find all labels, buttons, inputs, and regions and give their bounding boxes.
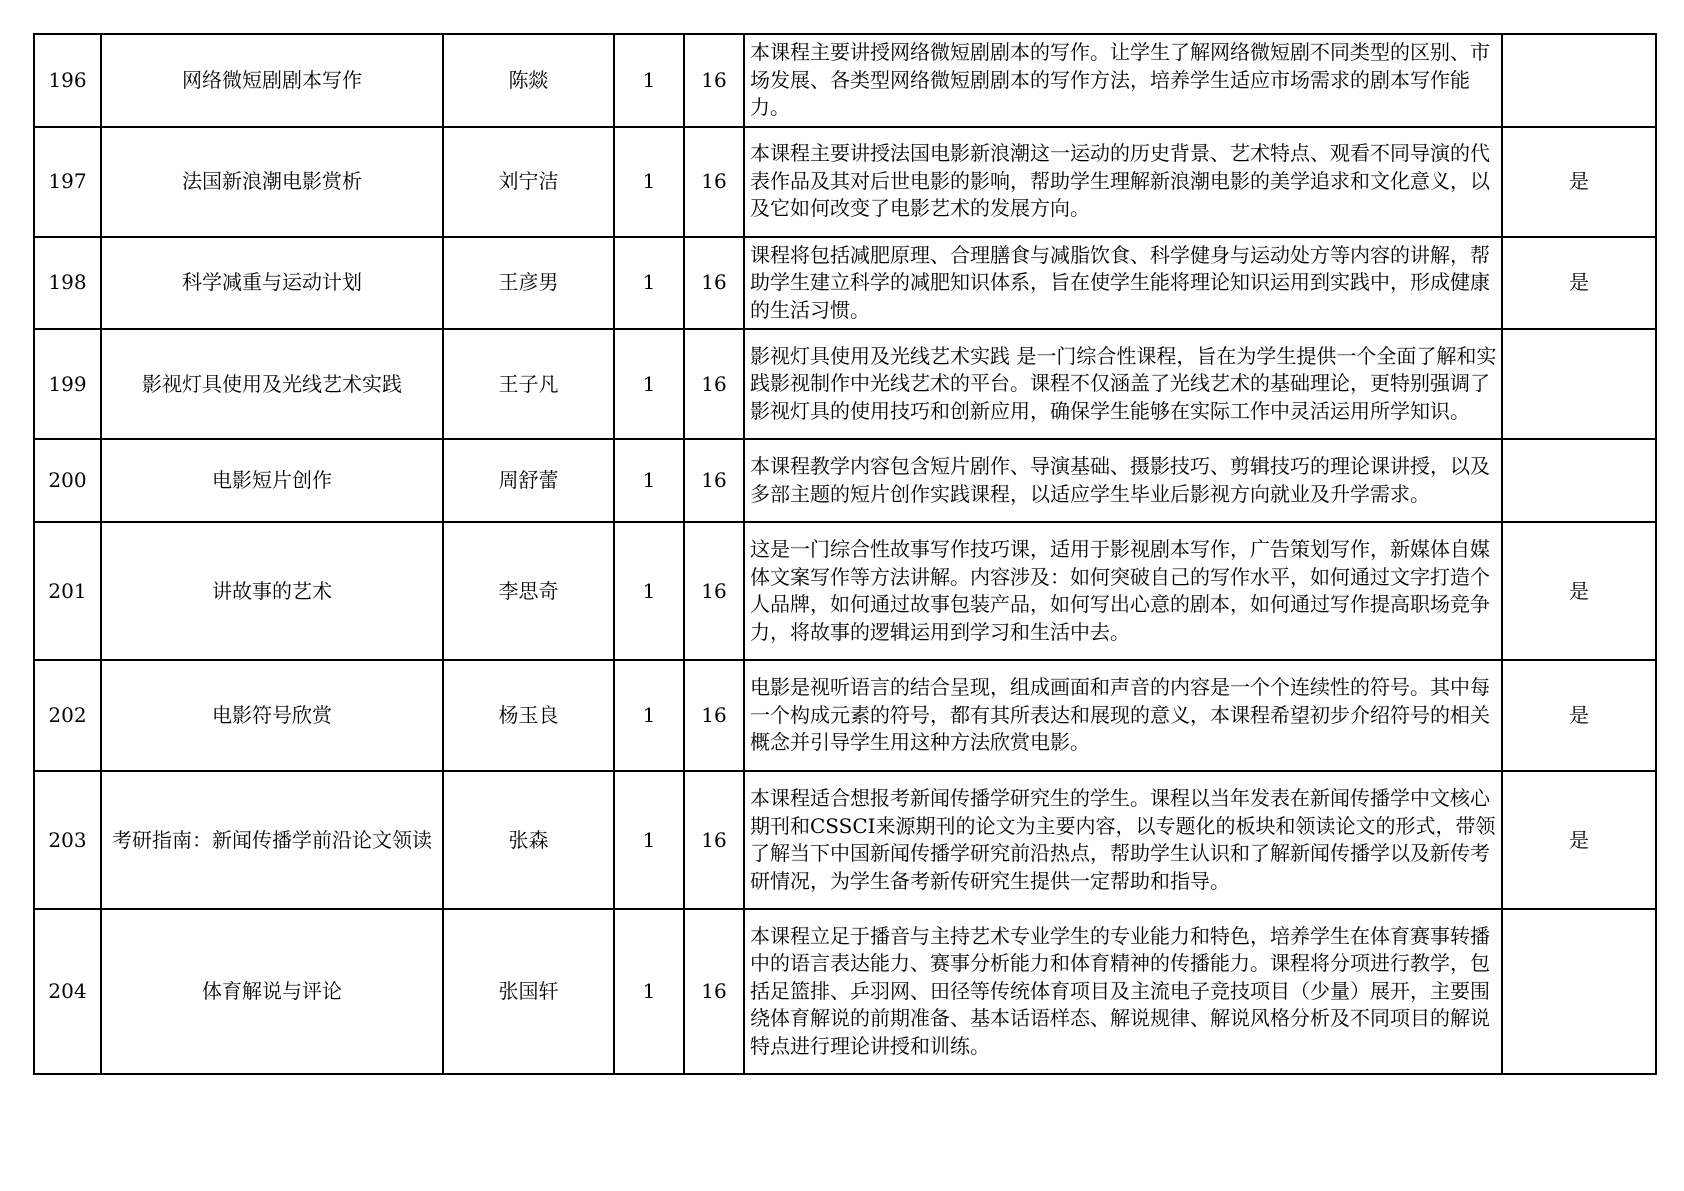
course-name: 影视灯具使用及光线艺术实践 xyxy=(101,329,443,439)
course-number: 198 xyxy=(34,237,101,330)
course-name: 讲故事的艺术 xyxy=(101,522,443,660)
course-name: 网络微短剧剧本写作 xyxy=(101,34,443,127)
credit: 1 xyxy=(614,127,684,237)
teacher-name: 张森 xyxy=(443,771,614,909)
class-hours: 16 xyxy=(684,439,744,522)
course-number: 199 xyxy=(34,329,101,439)
flag xyxy=(1502,34,1656,127)
class-hours: 16 xyxy=(684,909,744,1074)
flag: 是 xyxy=(1502,522,1656,660)
credit: 1 xyxy=(614,660,684,771)
course-table xyxy=(33,33,1657,1075)
teacher-name: 陈燚 xyxy=(443,34,614,127)
course-number: 202 xyxy=(34,660,101,771)
course-name: 法国新浪潮电影赏析 xyxy=(101,127,443,237)
course-number: 204 xyxy=(34,909,101,1074)
course-name: 电影符号欣赏 xyxy=(101,660,443,771)
class-hours: 16 xyxy=(684,522,744,660)
course-number: 201 xyxy=(34,522,101,660)
table-row xyxy=(34,909,1656,1074)
course-number: 200 xyxy=(34,439,101,522)
flag xyxy=(1502,909,1656,1074)
table-row xyxy=(34,127,1656,237)
course-description: 本课程主要讲授法国电影新浪潮这一运动的历史背景、艺术特点、观看不同导演的代表作品及其对后世电影的影响，帮助学生理解新浪潮电影的美学追求和文化意义，以及它如何改变了电影艺术的发展方向。 xyxy=(744,127,1502,237)
teacher-name: 王彦男 xyxy=(443,237,614,330)
course-name: 体育解说与评论 xyxy=(101,909,443,1074)
course-number: 203 xyxy=(34,771,101,909)
flag: 是 xyxy=(1502,660,1656,771)
table-row xyxy=(34,439,1656,522)
course-number: 196 xyxy=(34,34,101,127)
credit: 1 xyxy=(614,237,684,330)
flag: 是 xyxy=(1502,237,1656,330)
course-description: 影视灯具使用及光线艺术实践 是一门综合性课程，旨在为学生提供一个全面了解和实践影视制作中光线艺术的平台。课程不仅涵盖了光线艺术的基础理论，更特别强调了影视灯具的使用技巧和创新应用，确保学生能够在实际工作中灵活运用所学知识。 xyxy=(744,329,1502,439)
course-name: 电影短片创作 xyxy=(101,439,443,522)
credit: 1 xyxy=(614,329,684,439)
teacher-name: 李思奇 xyxy=(443,522,614,660)
class-hours: 16 xyxy=(684,660,744,771)
teacher-name: 杨玉良 xyxy=(443,660,614,771)
table-row xyxy=(34,329,1656,439)
teacher-name: 刘宁洁 xyxy=(443,127,614,237)
course-description: 本课程适合想报考新闻传播学研究生的学生。课程以当年发表在新闻传播学中文核心期刊和CSSCI来源期刊的论文为主要内容，以专题化的板块和领读论文的形式，带领了解当下中国新闻传播学研究前沿热点，帮助学生认识和了解新闻传播学以及新传考研情况，为学生备考新传研究生提供一定帮助和指导。 xyxy=(744,771,1502,909)
class-hours: 16 xyxy=(684,237,744,330)
class-hours: 16 xyxy=(684,34,744,127)
class-hours: 16 xyxy=(684,329,744,439)
credit: 1 xyxy=(614,909,684,1074)
course-description: 课程将包括减肥原理、合理膳食与减脂饮食、科学健身与运动处方等内容的讲解，帮助学生建立科学的减肥知识体系，旨在使学生能将理论知识运用到实践中，形成健康的生活习惯。 xyxy=(744,237,1502,330)
teacher-name: 张国轩 xyxy=(443,909,614,1074)
teacher-name: 周舒蕾 xyxy=(443,439,614,522)
course-table-page xyxy=(33,33,1655,1075)
credit: 1 xyxy=(614,522,684,660)
flag xyxy=(1502,439,1656,522)
table-row xyxy=(34,522,1656,660)
credit: 1 xyxy=(614,439,684,522)
course-description: 本课程主要讲授网络微短剧剧本的写作。让学生了解网络微短剧不同类型的区别、市场发展、各类型网络微短剧剧本的写作方法，培养学生适应市场需求的剧本写作能力。 xyxy=(744,34,1502,127)
course-description: 本课程教学内容包含短片剧作、导演基础、摄影技巧、剪辑技巧的理论课讲授，以及多部主题的短片创作实践课程，以适应学生毕业后影视方向就业及升学需求。 xyxy=(744,439,1502,522)
class-hours: 16 xyxy=(684,127,744,237)
table-row xyxy=(34,34,1656,127)
course-number: 197 xyxy=(34,127,101,237)
flag: 是 xyxy=(1502,127,1656,237)
course-description: 这是一门综合性故事写作技巧课，适用于影视剧本写作，广告策划写作，新媒体自媒体文案写作等方法讲解。内容涉及：如何突破自己的写作水平，如何通过文字打造个人品牌，如何通过故事包装产品，如何写出心意的剧本，如何通过写作提高职场竞争力，将故事的逻辑运用到学习和生活中去。 xyxy=(744,522,1502,660)
course-name: 考研指南：新闻传播学前沿论文领读 xyxy=(101,771,443,909)
flag: 是 xyxy=(1502,771,1656,909)
credit: 1 xyxy=(614,771,684,909)
table-row xyxy=(34,771,1656,909)
teacher-name: 王子凡 xyxy=(443,329,614,439)
course-description: 本课程立足于播音与主持艺术专业学生的专业能力和特色，培养学生在体育赛事转播中的语言表达能力、赛事分析能力和体育精神的传播能力。课程将分项进行教学，包括足篮排、乒羽网、田径等传统体育项目及主流电子竞技项目（少量）展开，主要围绕体育解说的前期准备、基本话语样态、解说规律、解说风格分析及不同项目的解说特点进行理论讲授和训练。 xyxy=(744,909,1502,1074)
flag xyxy=(1502,329,1656,439)
course-name: 科学减重与运动计划 xyxy=(101,237,443,330)
table-row xyxy=(34,660,1656,771)
course-description: 电影是视听语言的结合呈现，组成画面和声音的内容是一个个连续性的符号。其中每一个构成元素的符号，都有其所表达和展现的意义，本课程希望初步介绍符号的相关概念并引导学生用这种方法欣赏电影。 xyxy=(744,660,1502,771)
credit: 1 xyxy=(614,34,684,127)
class-hours: 16 xyxy=(684,771,744,909)
table-row xyxy=(34,237,1656,330)
